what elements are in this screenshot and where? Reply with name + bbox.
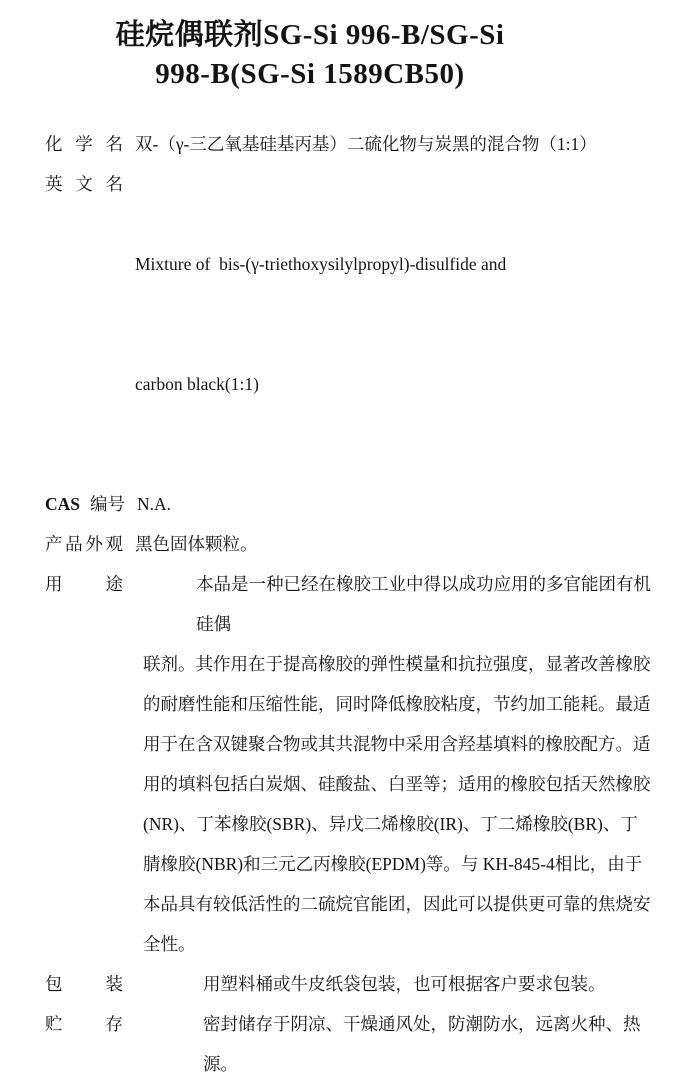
field-cas-number — [45, 484, 665, 524]
usage-line: 的耐磨性能和压缩性能，同时降低橡胶粘度，节约加工能耗。最适 — [143, 694, 651, 714]
usage-line: 用的填料包括白炭烟、硅酸盐、白垩等；适用的橡胶包括天然橡胶 — [143, 774, 651, 794]
appearance-value: 黑色固体颗粒。 — [135, 534, 258, 554]
document-title — [45, 16, 575, 94]
usage-label: 用 途 — [45, 574, 123, 594]
usage-paragraph — [143, 564, 665, 964]
usage-line: (NR)、丁苯橡胶(SBR)、异戊二烯橡胶(IR)、丁二烯橡胶(BR)、丁 — [143, 814, 638, 834]
field-storage — [45, 1004, 665, 1084]
usage-line: 本品是一种已经在橡胶工业中得以成功应用的多官能团有机硅偶 — [196, 574, 651, 634]
usage-line: 联剂。其作用在于提高橡胶的弹性模量和抗拉强度，显著改善橡胶 — [143, 654, 651, 674]
chemical-name-label: 化 学 名 — [45, 134, 123, 154]
usage-line: 腈橡胶(NBR)和三元乙丙橡胶(EPDM)等。与 KH-845-4相比，由于 — [143, 854, 643, 874]
english-name-label: 英 文 名 — [45, 174, 123, 194]
usage-line: 全性。 — [143, 934, 196, 954]
english-name-value — [135, 164, 506, 484]
cas-label-zh: 编号 — [90, 494, 125, 514]
storage-label: 贮 存 — [45, 1014, 123, 1034]
field-english-name — [45, 164, 665, 484]
field-chemical-name — [45, 124, 665, 164]
usage-line: 本品具有较低活性的二硫烷官能团，因此可以提供更可靠的焦烧安 — [143, 894, 651, 914]
cas-number-value: N.A. — [137, 494, 172, 514]
field-appearance — [45, 524, 665, 564]
field-packaging — [45, 964, 665, 1004]
appearance-label: 产品外观 — [45, 534, 123, 554]
title-line-2: 998-B(SG-Si 1589CB50) — [155, 58, 465, 90]
english-name-line-2: carbon black(1:1) — [135, 374, 259, 394]
cas-number-label — [45, 484, 125, 524]
storage-value: 密封储存于阴凉、干燥通风处，防潮防水，远离火种、热源。 — [203, 1014, 641, 1074]
english-name-line-1: Mixture of bis-(γ-triethoxysilylpropyl)-disulfide and — [135, 254, 507, 274]
chemical-name-value: 双-（γ-三乙氧基硅基丙基）二硫化物与炭黑的混合物（1:1） — [135, 134, 597, 154]
packaging-value: 用塑料桶或牛皮纸袋包装，也可根据客户要求包装。 — [203, 974, 606, 994]
cas-label-en: CAS — [45, 494, 81, 514]
field-usage — [45, 564, 665, 964]
packaging-label: 包 装 — [45, 974, 123, 994]
usage-line: 用于在含双键聚合物或其共混物中采用含羟基填料的橡胶配方。适 — [143, 734, 651, 754]
title-line-1: 硅烷偶联剂SG-Si 996-B/SG-Si — [115, 19, 505, 51]
